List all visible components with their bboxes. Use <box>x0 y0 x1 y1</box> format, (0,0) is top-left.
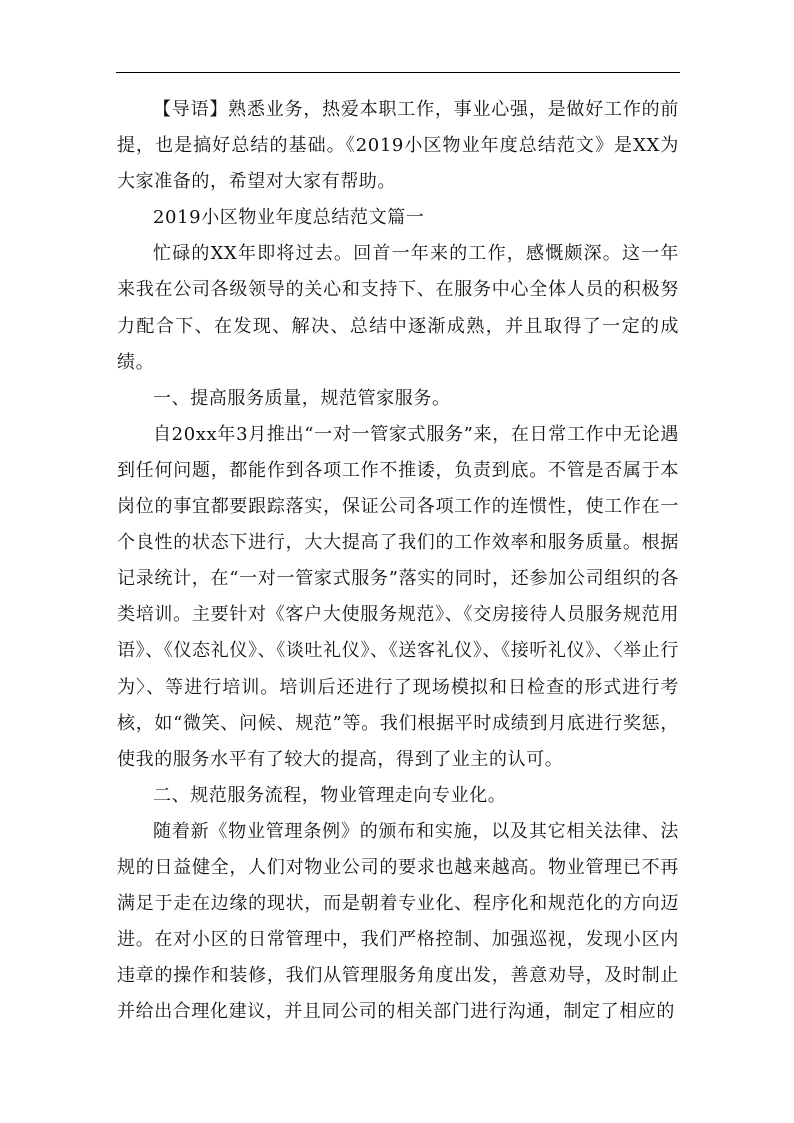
section-heading: 一、提高服务质量，规范管家服务。 <box>153 387 451 409</box>
body-paragraph: 自20xx年3月推出“一对一管家式服务”来，在日常工作中无论遇到任何问题，都能作到各项工作不推诿，负责到底。不管是否属于本岗位的事宜都要跟踪落实，保证公司各项工作的连惯性，使工作在一个良性的状态下进行，大大提高了我们的工作效率和服务质量。根据记录统计，在“一对一管家式服务”落实的同时，还参加公司组织的各类培训。主要针对《客户大使服务规范》、《交房接待人员服务规范用语》、《仪态礼仪》、《谈吐礼仪》、《送客礼仪》、《接听礼仪》、〈举止行为〉、等进行培训。培训后还进行了现场模拟和日检查的形式进行考核，如“微笑、问候、规范”等。我们根据平时成绩到月底进行奖惩，使我的服务水平有了较大的提高，得到了业主的认可。 <box>117 423 679 770</box>
intro-paragraph: 【导语】熟悉业务，热爱本职工作，事业心强，是做好工作的前提，也是搞好总结的基础。《2019小区物业年度总结范文》是XX为大家准备的，希望对大家有帮助。 <box>117 99 679 193</box>
body-paragraph: 随着新《物业管理条例》的颁布和实施，以及其它相关法律、法规的日益健全，人们对物业公司的要求也越来越高。物业管理已不再满足于走在边缘的现状，而是朝着专业化、程序化和规范化的方向迈进。在对小区的日常管理中，我们严格控制、加强巡视，发现小区内违章的操作和装修，我们从管理服务角度出发，善意劝导，及时制止并给出合理化建议，并且同公司的相关部门进行沟通，制定了相应的 <box>117 820 679 1023</box>
header-rule <box>116 72 680 73</box>
section-title: 2019小区物业年度总结范文篇一 <box>153 207 425 229</box>
section-heading: 二、规范服务流程，物业管理走向专业化。 <box>153 784 507 806</box>
body-paragraph: 忙碌的XX年即将过去。回首一年来的工作，感慨颇深。这一年来我在公司各级领导的关心和支持下、在服务中心全体人员的积极努力配合下、在发现、解决、总结中逐渐成熟，并且取得了一定的成绩。 <box>117 243 679 373</box>
document-body <box>117 92 679 1030</box>
